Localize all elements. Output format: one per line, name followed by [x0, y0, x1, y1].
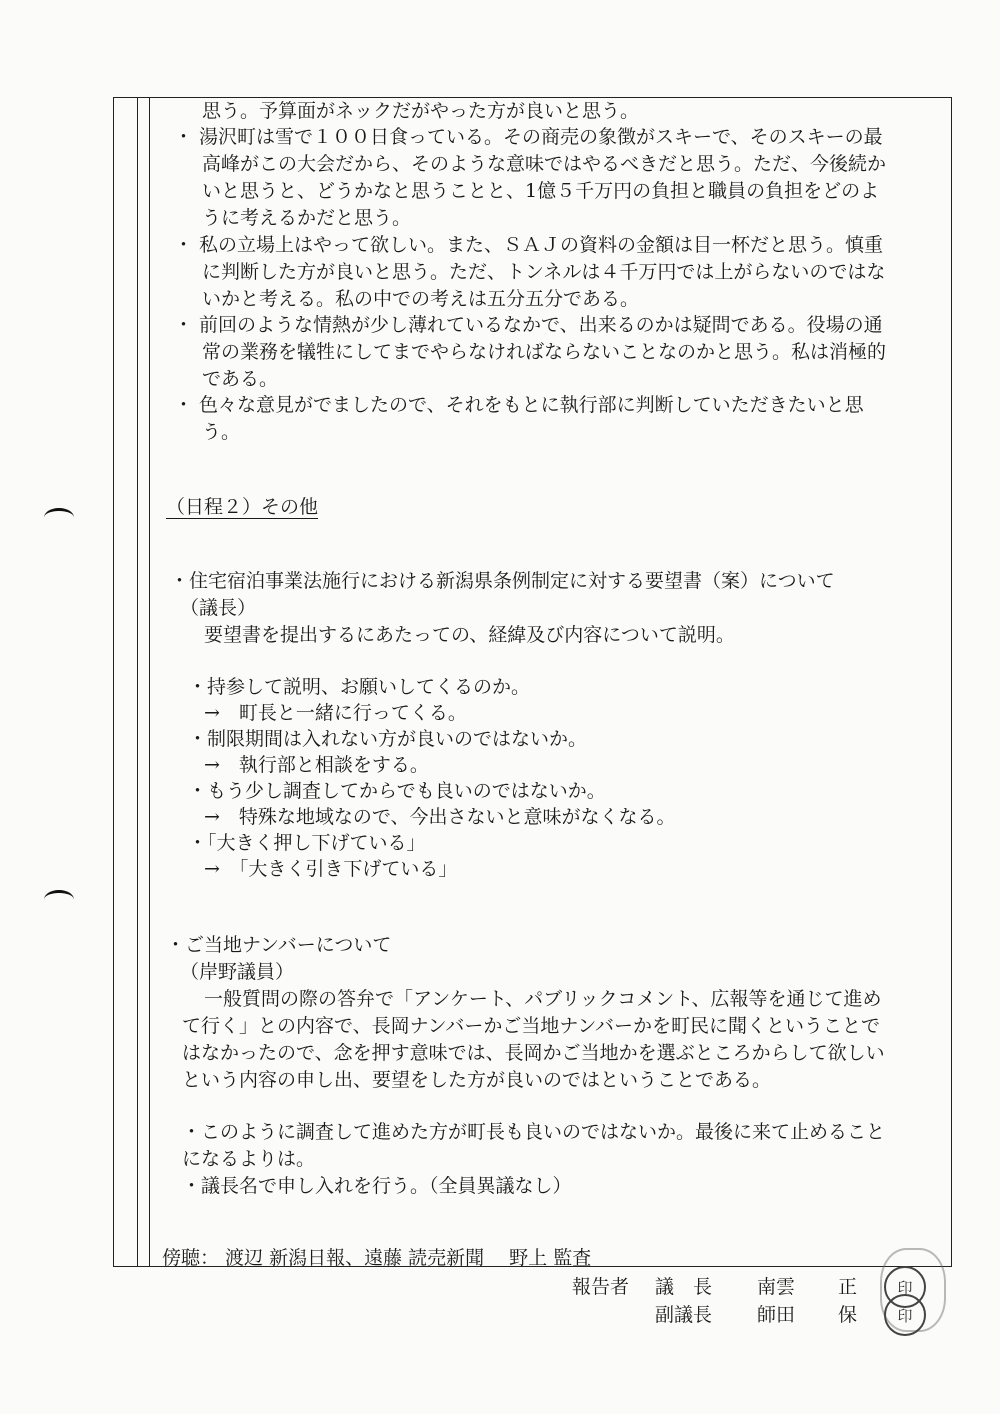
comment: になるよりは。: [182, 1148, 316, 1170]
attendance-line: 傍聴： 渡辺 新潟日報、遠藤 読売新聞 野上 監査: [162, 1247, 592, 1269]
seal-stamp-icon: 印: [884, 1266, 926, 1308]
text-line: である。: [202, 368, 279, 390]
text-line: ・ 前回のような情熱が少し薄れているなかで、出来るのかは疑問である。役場の通: [174, 314, 883, 336]
comment: ・このように調査して進めた方が町長も良いのではないか。最後に来て止めること: [182, 1121, 886, 1143]
section-heading: （日程２）その他: [166, 496, 319, 518]
answer: → 「大きく引き下げている」: [204, 858, 458, 880]
answer: → 町長と一緒に行ってくる。: [204, 702, 467, 724]
text-line: 思う。予算面がネックだがやった方が良いと思う。: [202, 100, 640, 122]
reporter-title: 副議長: [655, 1304, 713, 1326]
reporter-surname: 南雲: [757, 1276, 796, 1298]
question: ・持参して説明、お願いしてくるのか。: [188, 676, 531, 698]
reporter-label: 報告者: [572, 1276, 630, 1298]
item-body: はなかったので、念を押す意味では、長岡かご当地かを選ぶところからして欲しい: [182, 1042, 885, 1064]
seal-stamp-icon: 印: [884, 1294, 926, 1336]
reporter-surname: 師田: [757, 1304, 796, 1326]
text-line: ・ 私の立場上はやって欲しい。また、ＳＡＪの資料の金額は目一杯だと思う。慎重: [174, 234, 884, 256]
column-rule-2: [149, 97, 150, 1267]
reporter-title: 議 長: [655, 1276, 713, 1298]
reporter-given-name: 保: [838, 1304, 858, 1326]
text-line: に判断した方が良いと思う。ただ、トンネルは４千万円では上がらないのではな: [202, 261, 886, 283]
question: ・「大きく押し下げている」: [188, 832, 426, 854]
punch-hole-mark: [44, 890, 74, 909]
speaker-label: （議長）: [180, 597, 257, 619]
comment: ・議長名で申し入れを行う。（全員異議なし）: [182, 1175, 572, 1197]
column-rule-1: [137, 97, 138, 1267]
item-body: て行く」との内容で、長岡ナンバーかご当地ナンバーかを町民に聞くということで: [182, 1015, 881, 1037]
text-line: 常の業務を犠牲にしてまでやらなければならないことなのかと思う。私は消極的: [202, 341, 887, 363]
punch-hole-mark: [44, 508, 74, 527]
item-body: という内容の申し出、要望をした方が良いのではということである。: [182, 1069, 772, 1091]
text-line: ・ 色々な意見がでましたので、それをもとに執行部に判断していただきたいと思: [174, 394, 864, 416]
text-line: う。: [202, 421, 241, 443]
question: ・制限期間は入れない方が良いのではないか。: [188, 728, 588, 750]
item-body: 一般質問の際の答弁で「アンケート、パブリックコメント、広報等を通じて進め: [204, 988, 882, 1010]
speaker-label: （岸野議員）: [180, 961, 295, 983]
text-line: 高峰がこの大会だから、そのような意味ではやるべきだと思う。ただ、今後続か: [202, 153, 887, 175]
text-line: いかと考える。私の中での考えは五分五分である。: [202, 288, 640, 310]
reporter-given-name: 正: [838, 1276, 858, 1298]
item-body: 要望書を提出するにあたっての、経緯及び内容について説明。: [204, 624, 735, 646]
text-line: いと思うと、どうかなと思うことと、1億５千万円の負担と職員の負担をどのよ: [202, 180, 880, 202]
answer: → 特殊な地域なので、今出さないと意味がなくなる。: [204, 806, 676, 828]
item-title: ・住宅宿泊事業法施行における新潟県条例制定に対する要望書（案）について: [170, 570, 835, 592]
question: ・もう少し調査してからでも良いのではないか。: [188, 780, 606, 802]
answer: → 執行部と相談をする。: [204, 754, 429, 776]
text-line: うに考えるかだと思う。: [202, 207, 412, 229]
text-line: ・ 湯沢町は雪で１００日食っている。その商売の象徴がスキーで、そのスキーの最: [174, 126, 883, 148]
item-title: ・ご当地ナンバーについて: [166, 934, 392, 956]
